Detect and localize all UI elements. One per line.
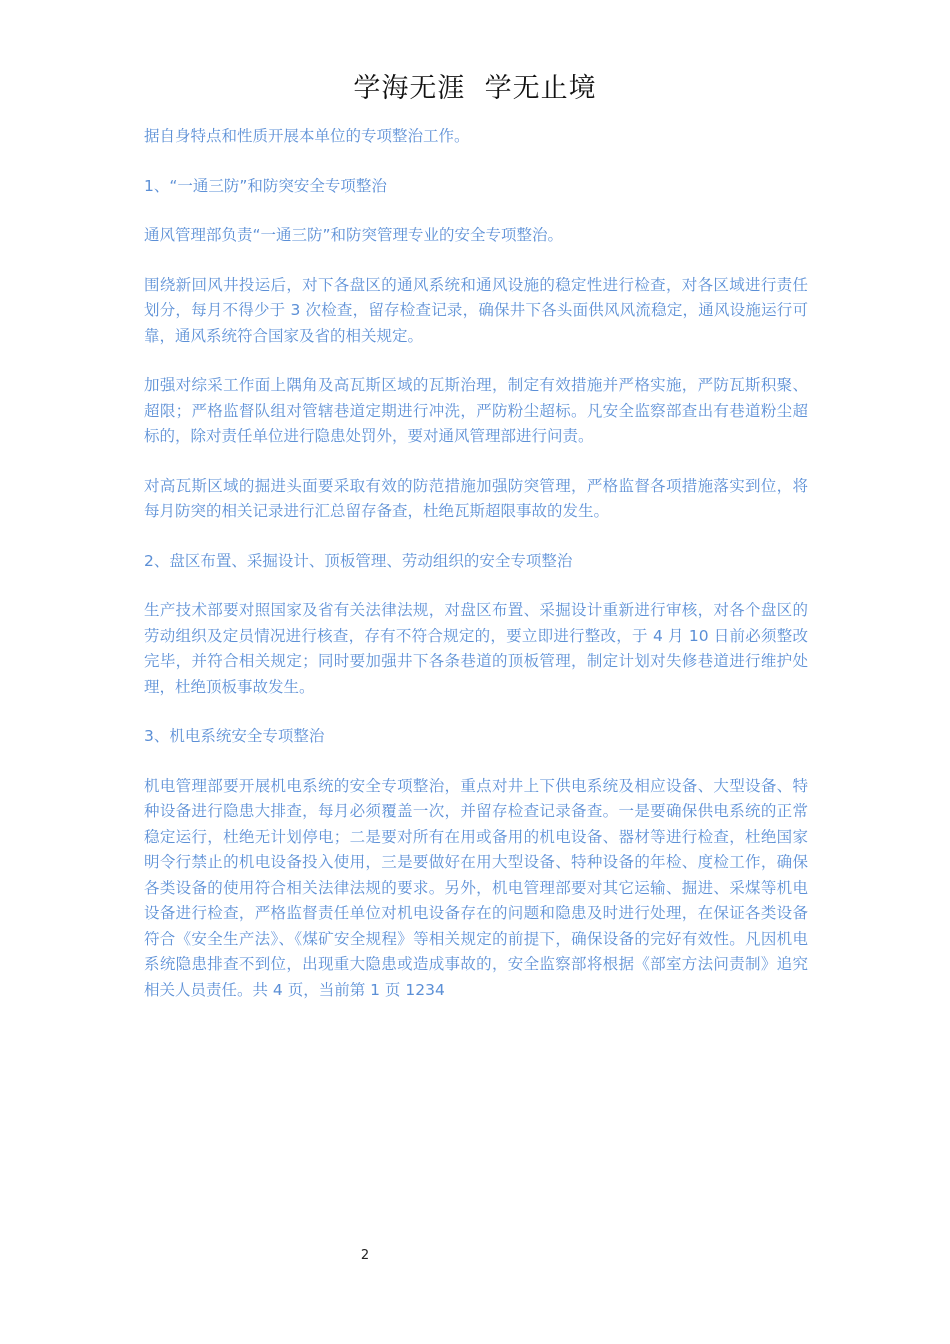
paragraph-electromechanical: 机电管理部要开展机电系统的安全专项整治，重点对井上下供电系统及相应设备、大型设备、特种设备进行隐患大排查，每月必须覆盖一次，并留存检查记录备查。一是要确保供电系统的正常稳定运行，杜绝无计划停电；二是要对所有在用或备用的机电设备、器材等进行检查，杜绝国家明令行禁止的机电设备投入使用，三是要做好在用大型设备、特种设备的年检、度检工作，确保各类设备的使用符合相关法律法规的要求。另外，机电管理部要对其它运输、掘进、采煤等机电设备进行检查，严格监督责任单位对机电设备存在的问题和隐患及时进行处理，在保证各类设备符合《安全生产法》、《煤矿安全规程》等相关规定的前提下，确保设备的完好有效性。凡因机电系统隐患排查不到位，出现重大隐患或造成事故的，安全监察部将根据《部室方法问责制》追究相关人员责任。共 4 页，当前第 1 页 1234 <box>144 776 808 999</box>
section-heading-3: 3、机电系统安全专项整治 <box>144 727 325 745</box>
paragraph-gas-control: 加强对综采工作面上隅角及高瓦斯区域的瓦斯治理，制定有效措施并严格实施，严防瓦斯积聚、超限；严格监督队组对管辖巷道定期进行冲洗，严防粉尘超标。凡安全监察部查出有巷道粉尘超标的，除对责任单位进行隐患处罚外，要对通风管理部进行问责。 <box>144 376 808 445</box>
paragraph-ventilation-inspection: 围绕新回风井投运后，对下各盘区的通风系统和通风设施的稳定性进行检查，对各区域进行责任划分，每月不得少于 3 次检查，留存检查记录，确保井下各头面供风风流稳定，通风设施运行可靠，通风系统符合国家及省的相关规定。 <box>144 275 808 345</box>
paragraph-intro: 据自身特点和性质开展本单位的专项整治工作。 <box>144 127 470 145</box>
document-body <box>144 124 808 1003</box>
section-heading-2: 2、盘区布置、采掘设计、顶板管理、劳动组织的安全专项整治 <box>144 551 573 570</box>
paragraph-ventilation-responsibility: 通风管理部负责“一通三防”和防突管理专业的安全专项整治。 <box>144 226 564 244</box>
page-number: 2 <box>360 1248 370 1263</box>
paragraph-outburst-prevention: 对高瓦斯区域的掘进头面要采取有效的防范措施加强防突管理，严格监督各项措施落实到位，将每月防突的相关记录进行汇总留存备查，杜绝瓦斯超限事故的发生。 <box>144 476 808 520</box>
page-header-title: 学海无涯 学无止境 <box>353 73 597 104</box>
paragraph-production-technology: 生产技术部要对照国家及省有关法律法规，对盘区布置、采掘设计重新进行审核，对各个盘区的劳动组织及定员情况进行核查，存有不符合规定的，要立即进行整改，于 4 月 10 日前必须整改完毕，并符合相关规定；同时要加强井下各条巷道的顶板管理，制定计划对失修巷道进行维护处理，杜绝顶板事故发生。 <box>144 601 808 696</box>
section-heading-1: 1、“一通三防”和防突安全专项整治 <box>144 176 387 195</box>
